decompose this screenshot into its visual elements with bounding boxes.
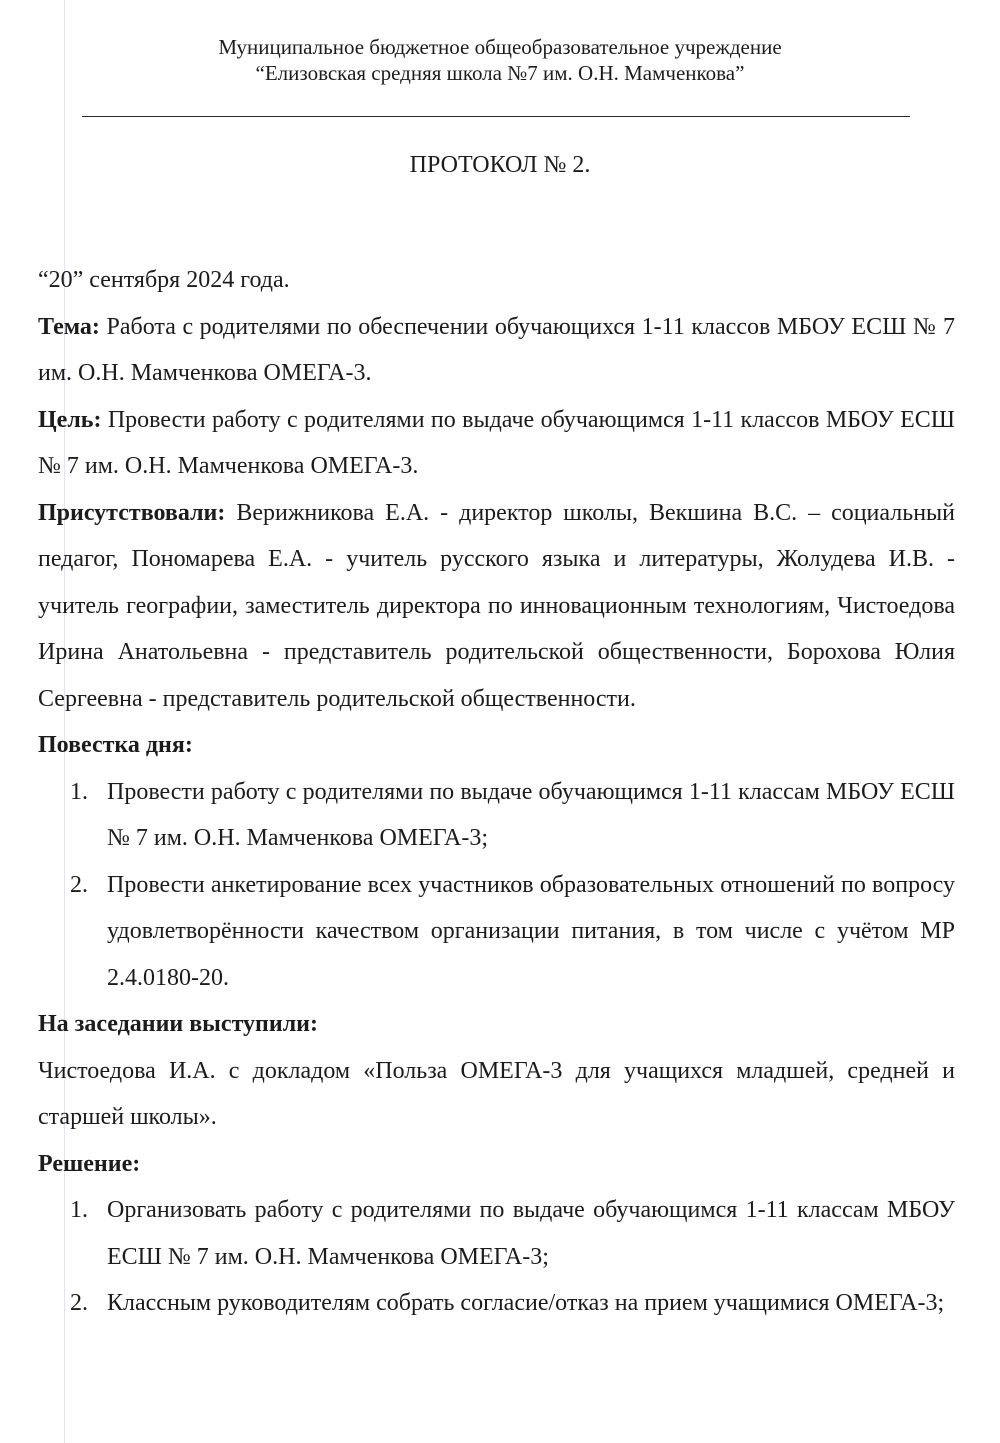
decision-list: [38, 1187, 955, 1327]
document-body: [38, 257, 955, 1327]
decision-item-text: Классным руководителям собрать согласие/отказ на прием учащимися ОМЕГА-3;: [107, 1290, 945, 1316]
theme-paragraph: [38, 304, 955, 397]
agenda-heading: Повестка дня:: [38, 732, 193, 758]
agenda-item-text: Провести работу с родителями по выдаче обучающимся 1-11 классам МБОУ ЕСШ № 7 им. О.Н. Мамченкова ОМЕГА-3;: [107, 778, 955, 851]
header-institution: Муниципальное бюджетное общеобразовательное учреждение: [218, 35, 782, 59]
speakers-heading: На заседании выступили:: [38, 1011, 318, 1037]
theme-text: Работа с родителями по обеспечении обучающихся 1-11 классов МБОУ ЕСШ № 7 им. О.Н. Мамченкова ОМЕГА-3.: [38, 313, 955, 386]
document-header: [0, 34, 1000, 86]
agenda-item: [38, 769, 955, 862]
header-school-name: “Елизовская средняя школа №7 им. О.Н. Мамченкова”: [255, 61, 745, 85]
decision-item: [38, 1187, 955, 1280]
goal-text: Провести работу с родителями по выдаче обучающимся 1-11 классов МБОУ ЕСШ № 7 им. О.Н. Мамченкова ОМЕГА-3.: [38, 406, 955, 479]
decision-item-number: 2.: [70, 1290, 88, 1316]
agenda-item-text: Провести анкетирование всех участников образовательных отношений по вопросу удовлетворённости качеством организации питания, в том числе с учётом МР 2.4.0180-20.: [107, 871, 955, 991]
header-divider: [82, 116, 910, 117]
attendees-label: Присутствовали:: [38, 499, 226, 526]
attendees-text: Верижникова Е.А. - директор школы, Векшина В.С. – социальный педагог, Пономарева Е.А. - учитель русского языка и литературы, Жолудева И.В. - учитель географии, заместитель директора по инновационным технологиям, Чистоедова Ирина Анатольевна - представитель родительской общественности, Борохова Юлия Сергеевна - представитель родительской общественности.: [38, 499, 955, 712]
theme-label: Тема:: [38, 313, 100, 340]
decision-heading: Решение:: [38, 1150, 141, 1177]
attendees-paragraph: [38, 490, 955, 723]
decision-item: [38, 1280, 955, 1327]
goal-label: Цель:: [38, 406, 102, 433]
document-title: ПРОТОКОЛ № 2.: [409, 152, 591, 178]
agenda-list: [38, 769, 955, 1002]
goal-paragraph: [38, 397, 955, 490]
agenda-item: [38, 862, 955, 1002]
decision-item-number: 1.: [70, 1197, 88, 1223]
speakers-text: Чистоедова И.А. с докладом «Польза ОМЕГА-3 для учащихся младшей, средней и старшей школы».: [38, 1057, 955, 1130]
agenda-item-number: 1.: [70, 778, 88, 805]
decision-item-text: Организовать работу с родителями по выдаче обучающимся 1-11 классам МБОУ ЕСШ № 7 им. О.Н. Мамченкова ОМЕГА-3;: [107, 1197, 955, 1270]
agenda-item-number: 2.: [70, 871, 88, 898]
meeting-date: “20” сентября 2024 года.: [38, 267, 290, 293]
